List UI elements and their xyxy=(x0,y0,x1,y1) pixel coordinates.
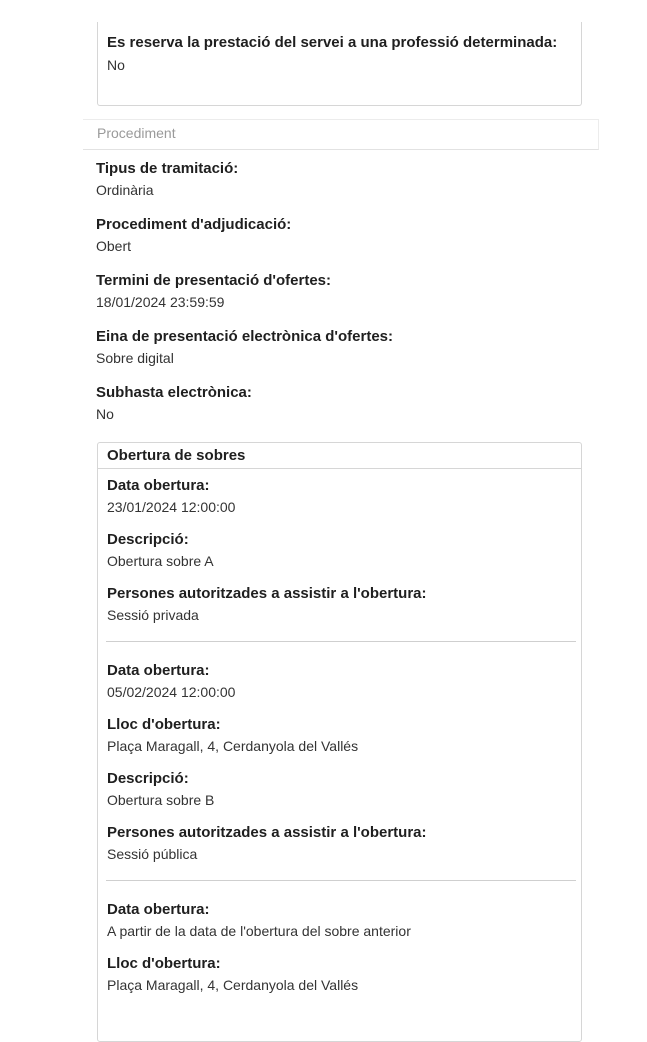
field-label: Descripció: xyxy=(107,770,189,787)
field-procediment-adjudicacio xyxy=(96,214,586,257)
field-label: Data obertura: xyxy=(107,901,210,918)
item-divider xyxy=(106,641,576,642)
field-value: Plaça Maragall, 4, Cerdanyola del Vallés xyxy=(107,977,359,993)
field-label: Eina de presentació electrònica d'ofertes: xyxy=(96,328,393,345)
field-value: No xyxy=(107,57,125,73)
reserved-profession-box xyxy=(97,22,582,106)
field-label: Procediment d'adjudicació: xyxy=(96,216,292,233)
field-data-obertura xyxy=(107,899,572,942)
field-label: Data obertura: xyxy=(107,477,210,494)
item-divider xyxy=(106,880,576,881)
field-label: Persones autoritzades a assistir a l'obertura: xyxy=(107,585,427,602)
field-label: Termini de presentació d'ofertes: xyxy=(96,272,332,289)
field-descripcio xyxy=(107,768,572,811)
field-label: Descripció: xyxy=(107,531,189,548)
field-value: Obert xyxy=(96,238,132,254)
field-persones-autoritzades xyxy=(107,583,572,626)
field-label: Subhasta electrònica: xyxy=(96,384,252,401)
field-value: Plaça Maragall, 4, Cerdanyola del Vallés xyxy=(107,738,359,754)
field-data-obertura xyxy=(107,475,572,518)
field-label: Lloc d'obertura: xyxy=(107,716,221,733)
field-value: Ordinària xyxy=(96,182,154,198)
obertura-item xyxy=(107,899,572,1009)
field-value: 23/01/2024 12:00:00 xyxy=(107,499,236,515)
field-lloc-obertura xyxy=(107,953,572,996)
obertura-sobres-title: Obertura de sobres xyxy=(98,443,581,469)
field-descripcio xyxy=(107,529,572,572)
field-value: Sessió privada xyxy=(107,607,199,623)
field-subhasta-electronica xyxy=(96,382,586,425)
field-value: Sobre digital xyxy=(96,350,174,366)
field-value: A partir de la data de l'obertura del sobre anterior xyxy=(107,923,411,939)
field-value: 05/02/2024 12:00:00 xyxy=(107,684,236,700)
field-value: 18/01/2024 23:59:59 xyxy=(96,294,225,310)
field-persones-autoritzades xyxy=(107,822,572,865)
field-lloc-obertura xyxy=(107,714,572,757)
field-tipus-tramitacio xyxy=(96,158,586,201)
obertura-item xyxy=(107,475,572,639)
field-label: Data obertura: xyxy=(107,662,210,679)
field-value: Sessió pública xyxy=(107,846,198,862)
procediment-section-header: Procediment xyxy=(83,119,599,150)
field-eina-presentacio xyxy=(96,326,586,369)
field-label: Lloc d'obertura: xyxy=(107,955,221,972)
field-value: No xyxy=(96,406,114,422)
obertura-sobres-box xyxy=(97,442,582,1042)
field-label: Tipus de tramitació: xyxy=(96,160,239,177)
field-label: Es reserva la prestació del servei a una professió determinada: xyxy=(107,34,558,51)
field-data-obertura xyxy=(107,660,572,703)
obertura-item xyxy=(107,660,572,878)
procediment-fields xyxy=(96,158,586,438)
field-value: Obertura sobre A xyxy=(107,553,214,569)
field-label: Persones autoritzades a assistir a l'obertura: xyxy=(107,824,427,841)
field-value: Obertura sobre B xyxy=(107,792,215,808)
field-termini-presentacio xyxy=(96,270,586,313)
obertura-list xyxy=(98,469,581,1009)
